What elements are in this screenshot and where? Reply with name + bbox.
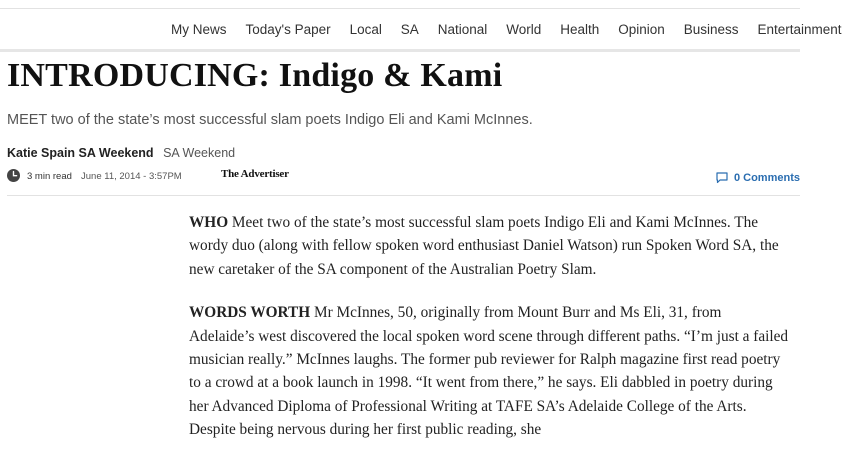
paragraph-text: Meet two of the state’s most successful slam poets Indigo Eli and Kami McInnes. The wordy duo (along with fellow spoken word enthusiast Daniel Watson) run Spoken Word SA, the new caretaker of the SA component of the Australian Poetry Slam. xyxy=(189,214,779,278)
comments-count: 0 Comments xyxy=(733,171,800,184)
paragraph-lead: WORDS WORTH xyxy=(189,304,311,322)
author-link[interactable]: Katie Spain SA Weekend xyxy=(7,146,154,160)
comments-link[interactable] xyxy=(716,169,800,187)
clock-icon xyxy=(7,169,20,182)
nav-divider xyxy=(0,49,800,52)
article-meta xyxy=(7,168,800,184)
article-paragraph xyxy=(189,211,789,281)
article-standfirst: MEET two of the state’s most successful slam poets Indigo Eli and Kami McInnes. xyxy=(7,112,533,128)
paragraph-lead: WHO xyxy=(189,214,229,231)
nav-item-my-news[interactable]: My News xyxy=(171,22,227,37)
read-time: 3 min read xyxy=(27,171,72,182)
article-body xyxy=(189,211,789,462)
publish-date: June 11, 2014 - 3:57PM xyxy=(81,171,182,182)
nav-item-todays-paper[interactable]: Today's Paper xyxy=(245,22,331,37)
nav-item-business[interactable]: Business xyxy=(683,22,739,37)
byline xyxy=(7,146,235,160)
article-headline: INTRODUCING: Indigo & Kami xyxy=(7,57,503,94)
nav-item-world[interactable]: World xyxy=(506,22,542,37)
publication-logo: The Advertiser xyxy=(221,168,289,180)
nav-item-local[interactable]: Local xyxy=(349,22,382,37)
nav-item-entertainment[interactable]: Entertainment xyxy=(757,22,842,37)
nav-list xyxy=(171,21,856,39)
nav-item-sa[interactable]: SA xyxy=(400,22,419,37)
comment-icon xyxy=(716,172,728,183)
article-source: SA Weekend xyxy=(163,146,236,160)
nav-item-health[interactable]: Health xyxy=(560,22,600,37)
main-nav xyxy=(0,9,842,49)
nav-item-national[interactable]: National xyxy=(437,22,488,37)
meta-divider xyxy=(7,195,800,196)
paragraph-text: Mr McInnes, 50, originally from Mount Burr and Ms Eli, 31, from Adelaide’s west discovered the local spoken word scene through different paths. “I’m just a failed musician really.” McInnes laughs. The former pub reviewer for Ralph magazine first read poetry to a crowd at a book launch in 1998. “It went from there,” he says. Eli dabbled in poetry during her Advanced Diploma of Professional Writing at TAFE SA’s Adelaide College of the Arts. Despite being nervous during her first public reading, she xyxy=(189,304,789,439)
article-paragraph xyxy=(189,301,789,441)
nav-item-opinion[interactable]: Opinion xyxy=(618,22,665,37)
